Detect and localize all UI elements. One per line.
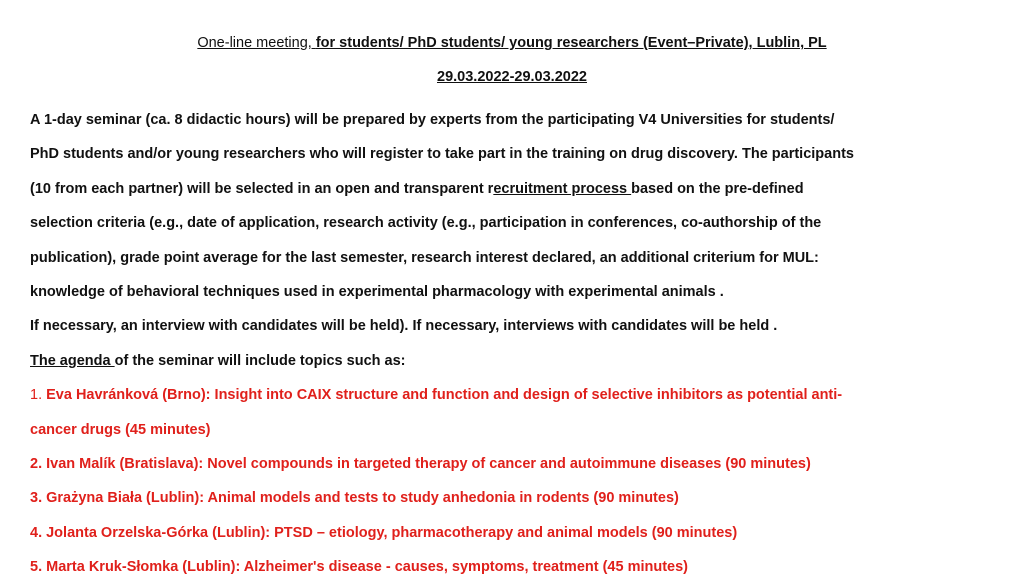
agenda-link[interactable]: The agenda [30, 352, 115, 369]
description-body [30, 103, 1010, 585]
agenda-item: 4. Jolanta Orzelska-Górka (Lublin): PTSD – etiology, pharmacotherapy and animal models (90 minutes) [30, 524, 738, 541]
agenda-item-text: Eva Havránková (Brno): Insight into CAIX structure and function and design of selective inhibitors as potential anti- [46, 387, 843, 404]
description-text: based on the pre-defined [631, 180, 804, 197]
event-date: 29.03.2022-29.03.2022 [437, 69, 587, 85]
description-line: PhD students and/or young researchers who will register to take part in the training on drug discovery. The participants [30, 146, 854, 163]
description-line: knowledge of behavioral techniques used in experimental pharmacology with experimental animals . [30, 284, 724, 301]
agenda-heading-text: of the seminar will include topics such as: [114, 352, 406, 369]
description-line: A 1-day seminar (ca. 8 didactic hours) will be prepared by experts from the participating V4 Universities for students/ [30, 112, 835, 128]
header-prefix: One-line meeting, [197, 35, 316, 51]
agenda-item-number: 1. [30, 387, 47, 404]
recruitment-process-link[interactable]: ecruitment process [493, 180, 632, 197]
meeting-header [0, 34, 1024, 52]
agenda-item: 2. Ivan Malík (Bratislava): Novel compounds in targeted therapy of cancer and autoimmune diseases (90 minutes) [30, 456, 811, 473]
description-text: (10 from each partner) will be selected in an open and transparent r [30, 180, 494, 197]
agenda-heading [30, 344, 1010, 378]
description-line: If necessary, an interview with candidates will be held). If necessary, interviews with candidates will be held . [30, 318, 778, 335]
header-title: for students/ PhD students/ young researchers (Event–Private), Lublin, PL [315, 35, 827, 51]
description-line [30, 172, 1010, 206]
agenda-item-continuation: cancer drugs (45 minutes) [30, 421, 211, 438]
agenda-item [30, 378, 1010, 412]
description-line: selection criteria (e.g., date of application, research activity (e.g., participation in conferences, co-authorship of the [30, 215, 822, 232]
agenda-item: 3. Grażyna Biała (Lublin): Animal models and tests to study anhedonia in rodents (90 minutes) [30, 490, 679, 507]
description-line: publication), grade point average for the last semester, research interest declared, an additional criterium for MUL: [30, 249, 819, 266]
agenda-item: 5. Marta Kruk-Słomka (Lublin): Alzheimer's disease - causes, symptoms, treatment (45 minutes) [30, 559, 689, 576]
